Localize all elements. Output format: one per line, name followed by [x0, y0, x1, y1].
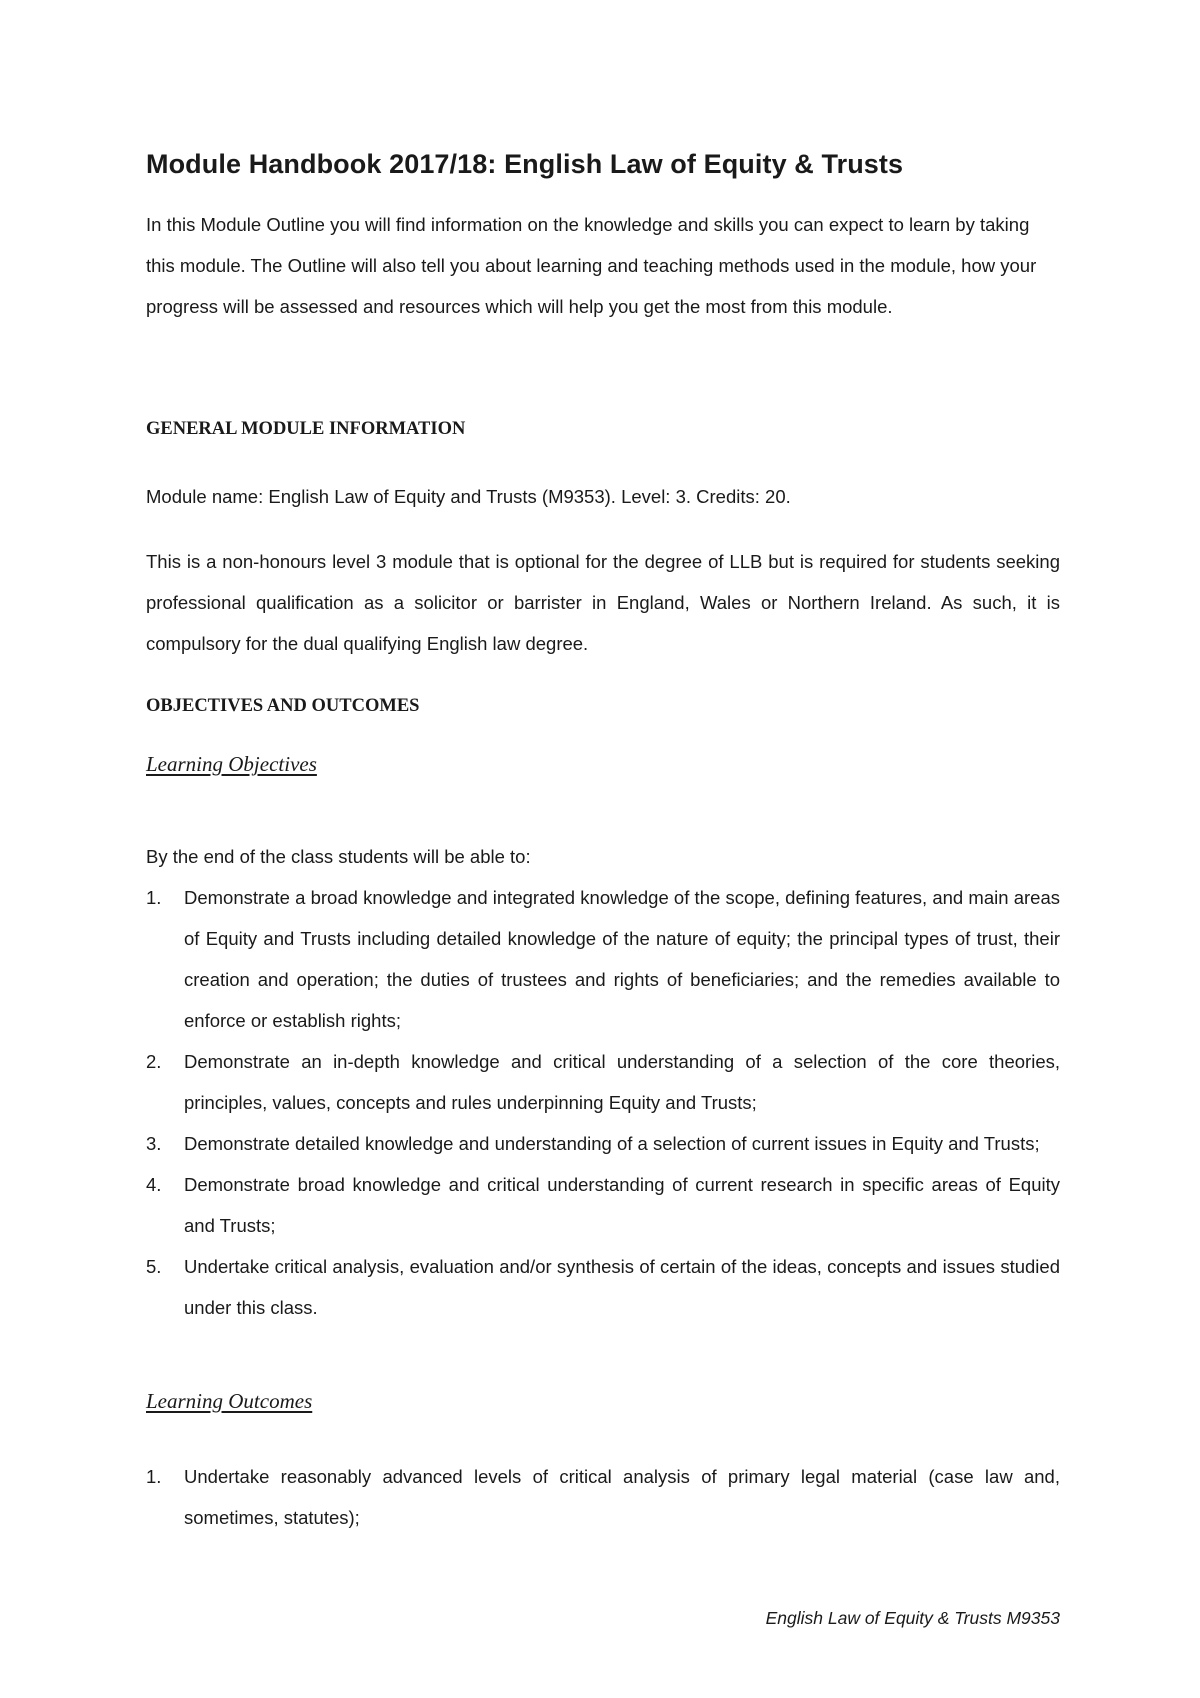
outcome-number: 1.	[146, 1466, 162, 1487]
general-module-information-heading: GENERAL MODULE INFORMATION	[146, 419, 466, 439]
module-name-line: Module name: English Law of Equity and Trusts (M9353). Level: 3. Credits: 20.	[146, 486, 791, 507]
learning-objectives-heading: Learning Objectives	[146, 752, 317, 776]
learning-outcomes-list	[146, 1456, 1060, 1538]
objective-text: Demonstrate broad knowledge and critical understanding of current research in specific areas of Equity and Trusts;	[184, 1174, 1060, 1236]
objective-item-2	[146, 1041, 1060, 1123]
objective-number: 5.	[146, 1256, 162, 1277]
page-footer: English Law of Equity & Trusts M9353	[765, 1608, 1060, 1628]
objective-item-3	[146, 1123, 1060, 1164]
objective-item-5	[146, 1246, 1060, 1328]
objective-item-4	[146, 1164, 1060, 1246]
objective-item-1	[146, 877, 1060, 1041]
intro-paragraph: In this Module Outline you will find information on the knowledge and skills you can expect to learn by taking this module. The Outline will also tell you about learning and teaching methods used in the module, how your progress will be assessed and resources which will help you get the most from this module.	[146, 214, 1037, 317]
objective-text: Demonstrate detailed knowledge and understanding of a selection of current issues in Equity and Trusts;	[184, 1133, 1040, 1154]
objectives-and-outcomes-heading: OBJECTIVES AND OUTCOMES	[146, 696, 420, 716]
module-description-paragraph: This is a non-honours level 3 module that is optional for the degree of LLB but is required for students seeking professional qualification as a solicitor or barrister in England, Wales or Northern Ireland. As such, it is compulsory for the dual qualifying English law degree.	[146, 551, 1060, 654]
objectives-lead-text: By the end of the class students will be able to:	[146, 846, 531, 867]
objective-text: Demonstrate a broad knowledge and integrated knowledge of the scope, defining features, and main areas of Equity and Trusts including detailed knowledge of the nature of equity; the principal types of trust, their creation and operation; the duties of trustees and rights of beneficiaries; and the remedies available to enforce or establish rights;	[184, 887, 1060, 1031]
objective-number: 4.	[146, 1174, 162, 1195]
document-title: Module Handbook 2017/18: English Law of Equity & Trusts	[146, 149, 904, 179]
learning-outcomes-heading: Learning Outcomes	[146, 1389, 313, 1413]
objective-number: 1.	[146, 887, 162, 908]
learning-objectives-list	[146, 877, 1060, 1328]
objective-number: 2.	[146, 1051, 162, 1072]
objective-number: 3.	[146, 1133, 162, 1154]
objective-text: Demonstrate an in-depth knowledge and critical understanding of a selection of the core theories, principles, values, concepts and rules underpinning Equity and Trusts;	[184, 1051, 1060, 1113]
outcome-text: Undertake reasonably advanced levels of critical analysis of primary legal material (case law and, sometimes, statutes);	[184, 1466, 1060, 1528]
objective-text: Undertake critical analysis, evaluation and/or synthesis of certain of the ideas, concepts and issues studied under this class.	[184, 1256, 1060, 1318]
outcome-item-1	[146, 1456, 1060, 1538]
